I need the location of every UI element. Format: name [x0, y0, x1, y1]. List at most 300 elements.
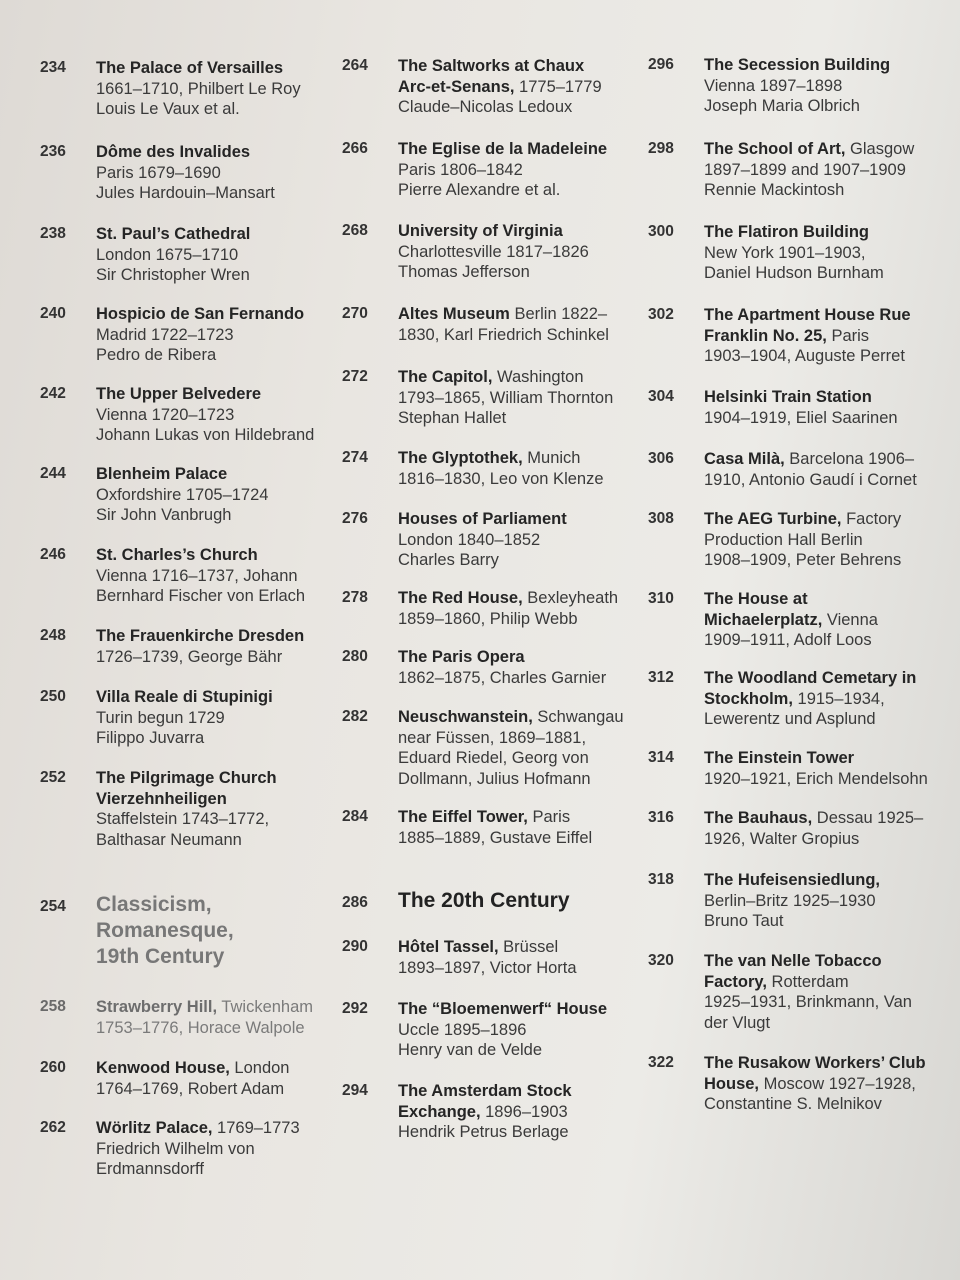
- entry-text: [704, 589, 940, 651]
- contents-entry: [342, 807, 642, 848]
- entry-title-line: [704, 326, 940, 347]
- entry-detail-line: Lewerentz und Asplund: [704, 710, 876, 728]
- page-number: 290: [342, 938, 368, 955]
- entry-detail-line: Staffelstein 1743–1772,: [96, 810, 270, 828]
- building-name: The Apartment House Rue: [704, 306, 911, 324]
- section-title-line: 19th Century: [96, 945, 225, 968]
- entry-detail: Brüssel: [498, 938, 559, 956]
- entry-text: [704, 870, 940, 932]
- building-name: St. Paul’s Cathedral: [96, 225, 251, 243]
- entry-text: [96, 545, 340, 607]
- contents-entry: [648, 509, 940, 571]
- entry-text: [96, 626, 340, 667]
- entry-detail-line: Johann Lukas von Hildebrand: [96, 426, 315, 444]
- entry-title-line: [704, 610, 940, 631]
- building-name: The Frauenkirche Dresden: [96, 627, 305, 645]
- page-number: 286: [342, 894, 368, 911]
- entry-text: [96, 1118, 340, 1180]
- entry-detail-line: 1885–1889, Gustave Eiffel: [398, 828, 593, 847]
- entry-title-line: [96, 789, 340, 810]
- entry-text: [398, 937, 642, 978]
- entry-title-line: [398, 139, 642, 160]
- building-name: Strawberry Hill,: [96, 998, 218, 1016]
- page-number: 260: [40, 1059, 66, 1076]
- building-name: St. Charles’s Church: [96, 546, 258, 564]
- entry-text: [704, 1053, 940, 1115]
- building-name: The Einstein Tower: [704, 749, 855, 767]
- page-number: 254: [40, 898, 66, 915]
- entry-title-line: [96, 384, 340, 405]
- entry-title-line: [704, 139, 940, 160]
- entry-title-line: [96, 768, 340, 789]
- entry-title-line: [96, 997, 340, 1018]
- page-number: 314: [648, 749, 674, 766]
- building-name: The Hufeisensiedlung,: [704, 871, 881, 889]
- entry-text: [398, 221, 642, 283]
- entry-title-line: [398, 647, 642, 668]
- entry-detail: 1896–1903: [480, 1102, 568, 1121]
- entry-detail-line: der Vlugt: [704, 1013, 771, 1032]
- contents-entry: [342, 999, 642, 1061]
- entry-detail-line: Eduard Riedel, Georg von: [398, 749, 589, 767]
- entry-text: [96, 1058, 340, 1099]
- entry-detail-line: Bruno Taut: [704, 912, 784, 930]
- building-name-continued: Michaelerplatz,: [704, 610, 823, 629]
- page-number: 320: [648, 952, 674, 969]
- page-number: 308: [648, 510, 674, 527]
- entry-detail-line: near Füssen, 1869–1881,: [398, 728, 587, 747]
- entry-detail-line: New York 1901–1903,: [704, 243, 866, 262]
- entry-detail-line: 1793–1865, William Thornton: [398, 388, 614, 407]
- entry-detail-line: 1908–1909, Peter Behrens: [704, 551, 902, 569]
- entry-text: [704, 951, 940, 1033]
- entry-detail-line: Henry van de Velde: [398, 1041, 543, 1059]
- entry-detail-line: 1764–1769, Robert Adam: [96, 1079, 285, 1098]
- entry-text: [96, 224, 340, 286]
- entry-detail-line: Production Hall Berlin: [704, 530, 863, 549]
- building-name: The Bauhaus,: [704, 809, 813, 827]
- entry-title-line: [398, 707, 642, 728]
- page-number: 268: [342, 222, 368, 239]
- entry-detail: 1769–1773: [212, 1119, 300, 1137]
- entry-title-line: [96, 464, 340, 485]
- contents-entry: [40, 626, 340, 667]
- building-name: The AEG Turbine,: [704, 510, 842, 528]
- contents-entry: [40, 304, 340, 366]
- page-number: 246: [40, 546, 66, 563]
- entry-detail-line: Turin begun 1729: [96, 708, 225, 727]
- entry-text: [96, 892, 340, 970]
- building-name: The Flatiron Building: [704, 223, 869, 241]
- contents-entry: [648, 55, 940, 117]
- section-title-line: The 20th Century: [398, 889, 570, 912]
- entry-detail-line: Uccle 1895–1896: [398, 1020, 527, 1039]
- page-number: 236: [40, 143, 66, 160]
- building-name: The School of Art,: [704, 140, 846, 158]
- contents-entry: [342, 448, 642, 489]
- entry-text: [96, 768, 340, 850]
- building-name: Hospicio de San Fernando: [96, 305, 305, 323]
- entry-text: [398, 807, 642, 848]
- entry-text: [398, 367, 642, 429]
- page-number: 294: [342, 1082, 368, 1099]
- building-name: Casa Milà,: [704, 450, 785, 468]
- entry-detail-line: Charlottesville 1817–1826: [398, 242, 589, 261]
- building-name-continued: Vierzehnheiligen: [96, 789, 227, 808]
- entry-detail-line: Bernhard Fischer von Erlach: [96, 587, 306, 605]
- entry-title-line: [704, 870, 940, 891]
- entry-title-line: [704, 55, 940, 76]
- entry-title-line: [96, 1118, 340, 1139]
- entry-text: [96, 304, 340, 366]
- entry-text: [704, 509, 940, 571]
- contents-entry: [648, 668, 940, 730]
- building-name-continued: Franklin No. 25,: [704, 326, 827, 345]
- page-number: 272: [342, 368, 368, 385]
- section-heading-entry: [342, 888, 642, 914]
- page-number: 298: [648, 140, 674, 157]
- building-name-continued: Factory,: [704, 972, 767, 991]
- page-number: 282: [342, 708, 368, 725]
- contents-entry: [40, 224, 340, 286]
- entry-text: [398, 509, 642, 571]
- contents-entry: [342, 139, 642, 201]
- contents-entry: [40, 142, 340, 204]
- entry-detail-line: 1904–1919, Eliel Saarinen: [704, 408, 898, 427]
- entry-text: [96, 687, 340, 749]
- contents-entry: [40, 997, 340, 1038]
- page-number: 270: [342, 305, 368, 322]
- building-name: The van Nelle Tobacco: [704, 952, 882, 970]
- page-number: 296: [648, 56, 674, 73]
- building-name: The House at: [704, 590, 808, 608]
- entry-detail-line: 1909–1911, Adolf Loos: [704, 631, 872, 649]
- entry-detail-line: 1897–1899 and 1907–1909: [704, 160, 906, 179]
- entry-detail-line: 1925–1931, Brinkmann, Van: [704, 993, 912, 1011]
- building-name: The Paris Opera: [398, 648, 525, 666]
- entry-detail-line: Erdmannsdorff: [96, 1160, 204, 1178]
- contents-entry: [40, 464, 340, 526]
- entry-detail-line: Constantine S. Melnikov: [704, 1095, 882, 1113]
- entry-title-line: [704, 748, 940, 769]
- entry-text: [704, 668, 940, 730]
- page-number: 240: [40, 305, 66, 322]
- building-name: The “Bloemenwerf“ House: [398, 1000, 608, 1018]
- entry-detail-line: Madrid 1722–1723: [96, 325, 234, 344]
- entry-title-line: [704, 951, 940, 972]
- contents-entry: [40, 384, 340, 446]
- building-name: Hôtel Tassel,: [398, 938, 499, 956]
- contents-entry: [648, 808, 940, 849]
- contents-entry: [342, 304, 642, 345]
- page-number: 316: [648, 809, 674, 826]
- page-number: 262: [40, 1119, 66, 1136]
- entry-detail-line: London 1840–1852: [398, 530, 541, 549]
- contents-entry: [342, 367, 642, 429]
- page-number: 300: [648, 223, 674, 240]
- page-number: 310: [648, 590, 674, 607]
- page-number: 242: [40, 385, 66, 402]
- entry-detail-line: Thomas Jefferson: [398, 263, 530, 281]
- entry-title-line: [704, 689, 940, 710]
- entry-title-line: [704, 305, 940, 326]
- entry-text: [398, 139, 642, 201]
- entry-detail-line: Hendrik Petrus Berlage: [398, 1123, 569, 1141]
- entry-detail-line: London 1675–1710: [96, 245, 239, 264]
- entry-text: [398, 999, 642, 1061]
- page-number: 258: [40, 998, 66, 1015]
- entry-text: [96, 58, 340, 120]
- page-number: 248: [40, 627, 66, 644]
- page-number: 234: [40, 59, 66, 76]
- entry-title-line: [704, 509, 940, 530]
- entry-detail-line: Paris 1806–1842: [398, 160, 523, 179]
- page-number: 264: [342, 57, 368, 74]
- building-name: The Glyptothek,: [398, 449, 523, 467]
- entry-title-line: [398, 304, 642, 325]
- building-name: Blenheim Palace: [96, 465, 228, 483]
- contents-entry: [648, 951, 940, 1033]
- page-number: 250: [40, 688, 66, 705]
- entry-detail-line: 1920–1921, Erich Mendelsohn: [704, 769, 928, 788]
- entry-title-line: [96, 304, 340, 325]
- contents-entry: [648, 589, 940, 651]
- contents-entry: [342, 56, 642, 118]
- building-name-continued: Exchange,: [398, 1102, 481, 1121]
- entry-title-line: [398, 56, 642, 77]
- entry-detail-line: Rennie Mackintosh: [704, 181, 845, 199]
- contents-entry: [648, 305, 940, 367]
- entry-title-line: [704, 1074, 940, 1095]
- entry-title-line: [96, 545, 340, 566]
- page-number: 274: [342, 449, 368, 466]
- entry-title-line: [398, 448, 642, 469]
- entry-title-line: [96, 142, 340, 163]
- building-name: The Amsterdam Stock: [398, 1082, 572, 1100]
- building-name: Altes Museum: [398, 305, 510, 323]
- entry-detail-line: Paris 1679–1690: [96, 163, 221, 182]
- entry-detail-line: 1753–1776, Horace Walpole: [96, 1018, 305, 1037]
- building-name-continued: Stockholm,: [704, 689, 793, 708]
- entry-detail: Berlin 1822–: [509, 305, 608, 323]
- entry-detail: Washington: [492, 368, 584, 386]
- page-number: 304: [648, 388, 674, 405]
- entry-detail-line: 1830, Karl Friedrich Schinkel: [398, 325, 609, 344]
- entry-title-line: [398, 77, 642, 98]
- entry-title-line: [398, 588, 642, 609]
- building-name: The Palace of Versailles: [96, 59, 284, 77]
- entry-text: [398, 707, 642, 789]
- entry-text: [96, 384, 340, 446]
- building-name: Kenwood House,: [96, 1059, 230, 1077]
- entry-detail-line: 1816–1830, Leo von Klenze: [398, 469, 604, 488]
- building-name: Dôme des Invalides: [96, 143, 251, 161]
- contents-entry: [648, 870, 940, 932]
- building-name-continued: Arc-et-Senans,: [398, 77, 515, 96]
- entry-title-line: [704, 387, 940, 408]
- entry-title-line: [398, 937, 642, 958]
- entry-detail: Dessau 1925–: [812, 809, 924, 827]
- page-number: 244: [40, 465, 66, 482]
- entry-text: [704, 808, 940, 849]
- entry-detail-line: Oxfordshire 1705–1724: [96, 485, 269, 504]
- entry-detail-line: Dollmann, Julius Hofmann: [398, 769, 591, 788]
- entry-detail: Rotterdam: [766, 972, 849, 991]
- entry-detail: Glasgow: [845, 140, 915, 158]
- building-name: The Upper Belvedere: [96, 385, 262, 403]
- entry-text: [704, 449, 940, 490]
- page-number: 284: [342, 808, 368, 825]
- entry-detail-line: Pedro de Ribera: [96, 346, 217, 364]
- building-name: The Rusakow Workers’ Club: [704, 1054, 926, 1072]
- contents-entry: [40, 768, 340, 850]
- entry-title-line: [398, 1102, 642, 1123]
- contents-entry: [648, 222, 940, 284]
- building-name: The Pilgrimage Church: [96, 769, 277, 787]
- entry-detail-line: Vienna 1720–1723: [96, 405, 235, 424]
- section-title-line: Romanesque,: [96, 919, 234, 942]
- entry-title-line: [398, 509, 642, 530]
- contents-entry: [342, 937, 642, 978]
- entry-text: [398, 1081, 642, 1143]
- entry-detail-line: 1661–1710, Philbert Le Roy: [96, 79, 301, 98]
- entry-title-line: [96, 687, 340, 708]
- entry-detail: Munich: [522, 449, 581, 467]
- building-name: The Woodland Cemetary in: [704, 669, 917, 687]
- entry-detail-line: Stephan Hallet: [398, 409, 507, 427]
- contents-entry: [342, 647, 642, 688]
- entry-detail-line: Vienna 1897–1898: [704, 76, 843, 95]
- entry-text: [96, 464, 340, 526]
- contents-entry: [40, 687, 340, 749]
- entry-title-line: [96, 1058, 340, 1079]
- entry-text: [96, 997, 340, 1038]
- building-name: The Capitol,: [398, 368, 493, 386]
- entry-detail-line: Sir John Vanbrugh: [96, 506, 232, 524]
- page-number: 280: [342, 648, 368, 665]
- section-title-line: Classicism,: [96, 893, 212, 916]
- contents-entry: [648, 139, 940, 201]
- contents-entry: [40, 58, 340, 120]
- entry-text: [398, 647, 642, 688]
- entry-detail-line: Friedrich Wilhelm von: [96, 1139, 255, 1158]
- entry-detail-line: 1893–1897, Victor Horta: [398, 958, 577, 977]
- entry-detail-line: Vienna 1716–1737, Johann: [96, 566, 298, 585]
- entry-detail-line: 1862–1875, Charles Garnier: [398, 668, 607, 687]
- entry-title-line: [704, 668, 940, 689]
- entry-title-line: [398, 1081, 642, 1102]
- entry-text: [704, 387, 940, 428]
- page-number: 276: [342, 510, 368, 527]
- entry-text: [704, 222, 940, 284]
- entry-detail-line: Daniel Hudson Burnham: [704, 264, 884, 282]
- entry-detail: 1775–1779: [514, 77, 602, 96]
- contents-entry: [342, 509, 642, 571]
- building-name: University of Virginia: [398, 222, 563, 240]
- contents-entry: [342, 1081, 642, 1143]
- building-name: The Eiffel Tower,: [398, 808, 528, 826]
- contents-entry: [648, 748, 940, 789]
- contents-entry: [342, 221, 642, 283]
- contents-entry: [648, 387, 940, 428]
- entry-detail: London: [229, 1059, 290, 1077]
- page-number: 318: [648, 871, 674, 888]
- contents-entry: [40, 1118, 340, 1180]
- entry-title-line: [704, 449, 940, 470]
- entry-title-line: [704, 972, 940, 993]
- section-heading-entry: [40, 892, 340, 970]
- page-number: 278: [342, 589, 368, 606]
- page-number: 306: [648, 450, 674, 467]
- entry-detail-line: Charles Barry: [398, 551, 499, 569]
- building-name: Neuschwanstein,: [398, 708, 533, 726]
- entry-detail: Paris: [527, 808, 571, 826]
- building-name: Houses of Parliament: [398, 510, 567, 528]
- page-number: 238: [40, 225, 66, 242]
- entry-detail-line: 1926, Walter Gropius: [704, 829, 860, 848]
- entry-detail: Schwangau: [532, 708, 624, 726]
- building-name: The Saltworks at Chaux: [398, 57, 585, 75]
- entry-detail-line: Louis Le Vaux et al.: [96, 100, 240, 118]
- entry-title-line: [96, 224, 340, 245]
- building-name: Villa Reale di Stupinigi: [96, 688, 273, 706]
- entry-detail: 1915–1934,: [792, 689, 885, 708]
- entry-text: [398, 304, 642, 345]
- entry-title-line: [398, 367, 642, 388]
- entry-detail-line: Pierre Alexandre et al.: [398, 181, 561, 199]
- building-name-continued: House,: [704, 1074, 760, 1093]
- entry-detail: Bexleyheath: [522, 589, 619, 607]
- entry-text: [704, 748, 940, 789]
- contents-entry: [648, 1053, 940, 1115]
- entry-text: [704, 305, 940, 367]
- page-number: 292: [342, 1000, 368, 1017]
- entry-detail-line: Filippo Juvarra: [96, 729, 205, 747]
- entry-detail: Twickenham: [217, 998, 314, 1016]
- entry-detail-line: 1726–1739, George Bähr: [96, 647, 283, 666]
- entry-detail-line: 1910, Antonio Gaudí i Cornet: [704, 470, 917, 489]
- entry-title-line: [704, 589, 940, 610]
- entry-detail: Factory: [841, 510, 902, 528]
- entry-text: [398, 448, 642, 489]
- page-number: 312: [648, 669, 674, 686]
- entry-detail: Vienna: [822, 610, 878, 629]
- entry-title-line: [398, 221, 642, 242]
- entry-detail-line: Joseph Maria Olbrich: [704, 97, 860, 115]
- page-number: 266: [342, 140, 368, 157]
- entry-title-line: [398, 999, 642, 1020]
- entry-detail-line: Berlin–Britz 1925–1930: [704, 891, 876, 910]
- page-number: 252: [40, 769, 66, 786]
- building-name: Helsinki Train Station: [704, 388, 872, 406]
- entry-text: [704, 55, 940, 117]
- entry-text: [398, 888, 642, 914]
- entry-detail-line: Jules Hardouin–Mansart: [96, 184, 275, 202]
- entry-text: [398, 588, 642, 629]
- building-name: The Red House,: [398, 589, 523, 607]
- building-name: The Secession Building: [704, 56, 891, 74]
- entry-title-line: [704, 222, 940, 243]
- entry-title-line: [96, 626, 340, 647]
- entry-detail-line: Sir Christopher Wren: [96, 266, 250, 284]
- building-name: Wörlitz Palace,: [96, 1119, 213, 1137]
- entry-text: [96, 142, 340, 204]
- contents-entry: [40, 1058, 340, 1099]
- contents-entry: [342, 588, 642, 629]
- entry-detail: Paris: [826, 326, 870, 345]
- entry-text: [704, 139, 940, 201]
- entry-detail: Barcelona 1906–: [784, 450, 915, 468]
